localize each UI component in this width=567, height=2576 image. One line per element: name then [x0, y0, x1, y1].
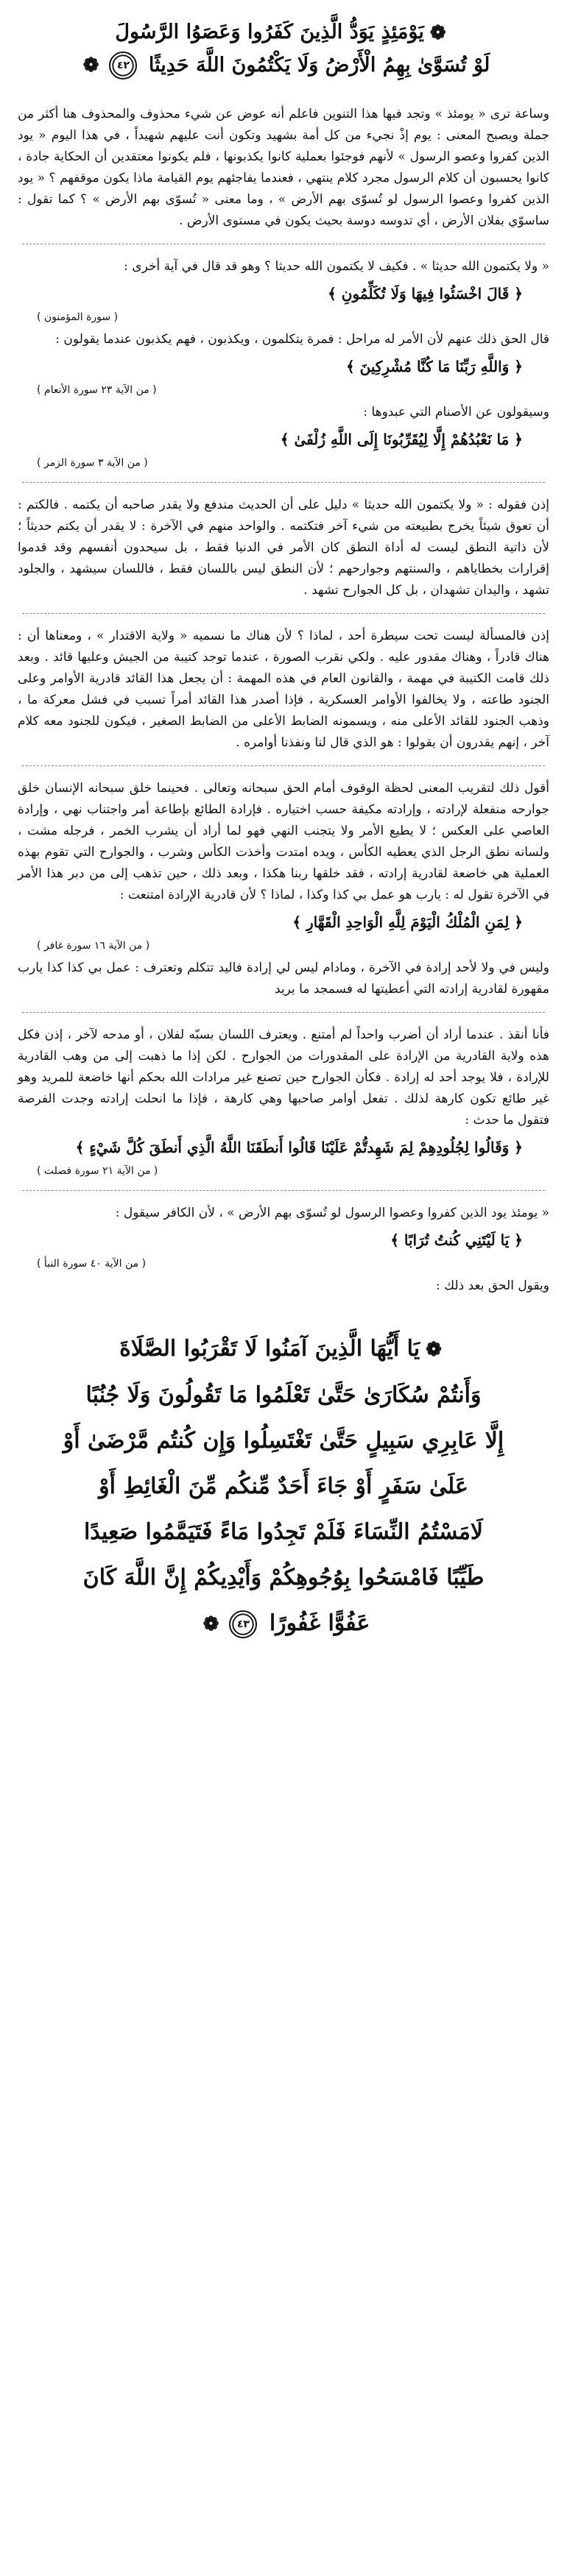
flower-ornament-icon: ❁	[202, 1613, 219, 1635]
paragraph: وسيقولون عن الأصنام التي عبدوها :	[363, 405, 549, 420]
verse-reference: ( سورة المؤمنون )	[37, 311, 119, 323]
divider	[22, 1012, 545, 1013]
paragraph: وليس في ولا لأحد إرادة في الآخرة ، ومادام ليس لي إرادة فاليد تتكلم وتعترف : عمل بي كذا كذا يارب مقهورة لقادرية إرادته التي أعطيتها له فسمجد ما يريد	[18, 960, 549, 997]
verse-line: عَلَىٰ سَفَرٍ أَوْ جَاءَ أَحَدٌ مِّنكُم مِّنَ الْغَائِطِ أَوْ	[99, 1473, 468, 1499]
closing-verse	[15, 1326, 552, 1647]
opening-verse	[15, 16, 552, 82]
divider	[22, 1190, 545, 1191]
paragraph: إذن فالمسألة ليست تحت سيطرة أحد ، لماذا ؟ لأن هناك ما نسميه « ولاية الاقتدار » ، ومعناها أن : هناك قادراً ، وهناك مقدور عليه . ولكي نقرب الصورة ، عندما توجد كتيبة من الجيش وعليها قائد . وبعد ذلك قامت الكتيبة في مهمة ، والقانون العام في هذه المهمة : أن يجعل هذا القائد قادرية الأوامر وعلى الجنود طاعته ، ولا يخالفوا الأوامر العسكرية ، فإذا أصدر هذا القائد أمراً تسبب في فشل معركة ما ، وذهب الجنود للقائد الأعلى منه ، ويسمونه الضابط الأعلى من الضابط الصغير ، فيكون للجنود معه كلام آخر ، إنهم يقدرون أن يقولوا : هو الذي قال لنا ونفذنا أوامره .	[18, 629, 549, 750]
ayah-number-ornament: ٤٢	[109, 52, 137, 79]
paragraph: ويقول الحق بعد ذلك :	[435, 1278, 549, 1293]
verse-reference: ( من الآية ٢١ سورة فصلت )	[37, 1165, 158, 1177]
verse-line: ❁يَوْمَئِذٍ يَوَدُّ الَّذِينَ كَفَرُوا وَعَصَوُا الرَّسُولَ	[15, 16, 552, 49]
verse-line: ❁يَا أَيُّهَا الَّذِينَ آمَنُوا لَا تَقْرَبُوا الصَّلَاةَ	[15, 1326, 552, 1373]
quoted-verse: ﴿ قَالَ اخْسَئُوا فِيهَا وَلَا تُكَلِّمُونِ ﴾	[328, 285, 523, 302]
verse-reference: ( من الآية ٢٣ سورة الأنعام )	[37, 384, 157, 396]
flower-ornament-icon: ❁	[426, 1339, 442, 1361]
paragraph: إذن فقوله : « ولا يكتمون الله حديثا » دليل على أن الحديث مندفع ولا يقدر صاحبه أن يكتمه . فالكتم : أن تعوق شيئاً يخرج بطبيعته من شيء آخر فتكتمه . والواحد منهم في الآخرة : لا يقدر أن يكتم حديثاً ؛ لأن ذاتية النطق ليست له أداة النطق كان الأمر في الدنيا فقط ، بل سيحدون أنفسهم وقد قدموا إقرارات بخطاياهم ، والسنتهم وجوارحهم ؛ لأن النطق ليس باللسان فقط ، فاللسان سيشهد ، والجلود تشهد ، واليدان تشهدان ، بل كل الجوارح تشهد .	[18, 498, 549, 598]
quoted-verse: ﴿ وَقَالُوا لِجُلُودِهِمْ لِمَ شَهِدتُّمْ عَلَيْنَا قَالُوا أَنطَقَنَا اللَّهُ الَّذِي أَنطَقَ كُلَّ شَيْءٍ ﴾	[75, 1139, 523, 1156]
verse-line: لَامَسْتُمُ النِّسَاءَ فَلَمْ تَجِدُوا مَاءً فَتَيَمَّمُوا صَعِيدًا	[83, 1519, 484, 1545]
quoted-verse: ﴿ يَا لَيْتَنِي كُنتُ تُرَابًا ﴾	[390, 1231, 523, 1249]
verse-line: إِلَّا عَابِرِي سَبِيلٍ حَتَّىٰ تَغْتَسِلُوا وَإِن كُنتُم مَّرْضَىٰ أَوْ	[63, 1428, 504, 1454]
verse-line: طَيِّبًا فَامْسَحُوا بِوُجُوهِكُمْ وَأَيْدِيكُمْ إِنَّ اللَّهَ كَانَ	[82, 1565, 485, 1590]
quoted-verse: ﴿ مَا نَعْبُدُهُمْ إِلَّا لِيُقَرِّبُونَا إِلَى اللَّهِ زُلْفَىٰ ﴾	[280, 431, 523, 448]
verse-line: لَوْ تُسَوَّىٰ بِهِمُ الْأَرْضُ وَلَا يَكْتُمُونَ اللَّهَ حَدِيثًا ٤٢❁	[15, 49, 552, 82]
verse-line: وَأَنتُمْ سُكَارَىٰ حَتَّىٰ تَعْلَمُوا مَا تَقُولُونَ وَلَا جُنُبًا	[85, 1382, 482, 1408]
paragraph: « ولا يكتمون الله حديثا » . فكيف لا يكتمون الله حديثا ؟ وهو قد قال في آية أخرى :	[124, 259, 549, 274]
verse-reference: ( من الآية ١٦ سورة غافر )	[37, 940, 150, 952]
flower-ornament-icon: ❁	[82, 54, 99, 77]
verse-reference: ( من الآية ٣ سورة الزمر )	[37, 457, 148, 469]
paragraph: فأنا أنقذ . عندما أراد أن أضرب واحداً لم أمتنع . ويعترف اللسان بسبّه لفلان ، أو مدحه لآخر ، إذن فكل هذه ولاية القادرية من الإرادة على المقدورات من الجوارح . لكن إذا ما ذهبت إلى من وهب القادرية للإرادة ، فلا يوجد أحد له إرادة . فكأن الجوارح حين تصنع غير مرادات الله بحكم أنها خاضعة للمريد وهو غير طائع تكون كارهة لذلك . تفعل أوامر صاحبها وهي كارهة ، فإذا ما انحلت إرادته وجدت الفرصة فتقول ما حدث :	[18, 1027, 549, 1128]
paragraph: أقول ذلك لتقريب المعنى لحظة الوقوف أمام الحق سبحانه وتعالى . فحينما خلق سبحانه الإنسان خلق جوارحه منفعلة لإرادته ، وإرادته مكيفة حسب اختياره . فإرادة الطائع بإطاعة أمر واجتناب نهي ، وإرادة العاصي على العكس ؛ لا يطيع الأمر ولا يتجنب النهي فهو لما أراد أن يشرب الخمر ، فرجله مشت ، ولسانه نطق الرجل الذي يعطيه الكأس ، ويده امتدت وأخذت الكأس وشرب ، والجوارح التي تقوم بهذه العملية هي خاضعة لقادرية إرادته ، فقد خلقها ربنا هكذا ، وبعد ذلك ، حين تذهب إلى من دبر هذا الأمر في الآخرة تقول له : يارب هو عمل بي كذا وكذا ، لماذا ؟ لأن قادرية الإرادة امتنعت :	[18, 781, 549, 902]
paragraph: وساعة ترى « يومئذ » وتجد فيها هذا التنوين فاعلم أنه عوض عن شيء محذوف والمحذوف هنا أكثر من جملة ويصبح المعنى : يوم إذْ نجيء من كل أمة بشهيد وتكون أنت عليهم شهيداً ، في هذا اليوم « يود الذين كفروا وعصو الرسول » لأنهم فوجئوا بعملية كانوا يكذبونها ، فلم يكونوا معتقدين أن الحكاية جادة ، كانوا يحسبون أن كلام الرسول مجرد كلام ينتهي ، فعندما يفاجئهم يوم القيامة ماذا يكون موقفهم ؟ « يود الذين كفروا وعصوا الرسول لو تُسوّى بهم الأرض » ، وما معنى « تُسوّى بهم الأرض » ؟ كما تقول : ساسوّي بفلان الأرض ، أي تدوسه دوسة بحيث يكون في مستوى الأرض .	[18, 107, 549, 228]
verse-line: عَفُوًّا غَفُورًا ٤٣❁	[15, 1601, 552, 1647]
divider	[22, 765, 545, 766]
flower-ornament-icon: ❁	[429, 21, 446, 44]
verse-reference: ( من الآية ٤٠ سورة النبأ )	[37, 1258, 147, 1270]
quoted-verse: ﴿ لِمَنِ الْمُلْكُ الْيَوْمَ لِلَّهِ الْوَاحِدِ الْقَهَّارِ ﴾	[292, 913, 523, 931]
divider	[22, 613, 545, 614]
divider	[22, 482, 545, 483]
paragraph: قال الحق ذلك عنهم لأن الأمر له مراحل : فمرة يتكلمون ، ويكذبون ، فهم يكذبون عندما يقولون :	[55, 332, 549, 347]
quoted-verse: ﴿ وَاللَّهِ رَبِّنَا مَا كُنَّا مُشْرِكِينَ ﴾	[345, 358, 523, 375]
ayah-number-ornament: ٤٣	[229, 1610, 257, 1638]
paragraph: « يومئذ يود الذين كفروا وعصوا الرسول لو تُسوّى بهم الأرض » ، لأن الكافر سيقول :	[115, 1206, 549, 1220]
